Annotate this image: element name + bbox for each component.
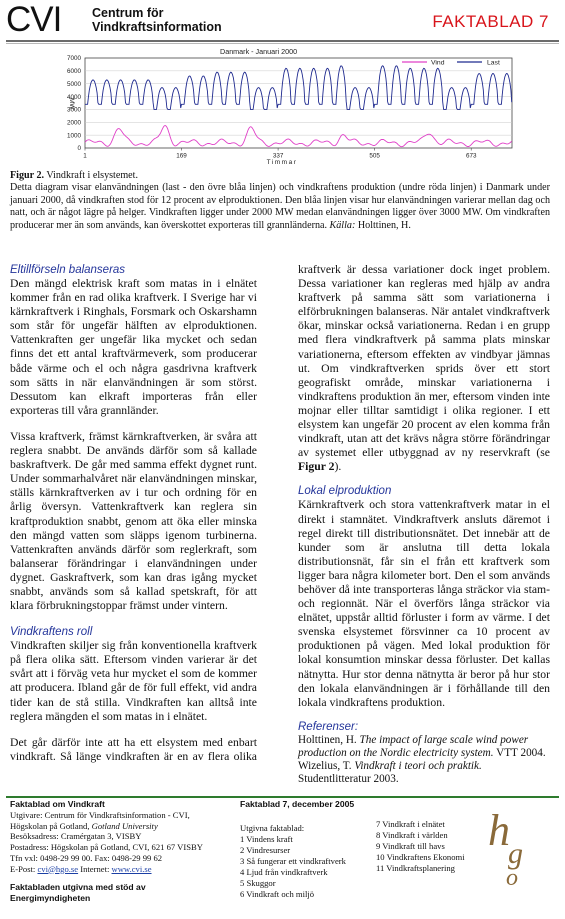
hgo-logo-o: o bbox=[506, 865, 518, 889]
published-list-a bbox=[240, 834, 346, 899]
chart-y-tick-label: 1000 bbox=[66, 132, 81, 140]
published-list-b bbox=[376, 819, 465, 874]
article-column-left bbox=[10, 263, 257, 774]
caption-source: Holttinen, H. bbox=[357, 219, 411, 231]
section-heading-local-production: Lokal elproduktion bbox=[298, 485, 392, 498]
legend-label-last: Last bbox=[487, 59, 500, 67]
chart-x-tick-label: 505 bbox=[369, 152, 380, 160]
page-footer bbox=[0, 797, 565, 919]
cvi-logo: CVI bbox=[6, 0, 62, 39]
header-divider-thin bbox=[6, 43, 559, 44]
chart-y-tick-label: 7000 bbox=[66, 55, 81, 63]
published-factsheet-item: 9 Vindkraft till havs bbox=[376, 841, 445, 852]
section-heading-wind-role: Vindkraftens roll bbox=[10, 626, 93, 639]
website-link[interactable]: www.cvi.se bbox=[111, 863, 152, 874]
legend-label-vind: Vind bbox=[431, 59, 445, 67]
paragraph: Vindkraften skiljer sig från konventionella kraftverk på flera olika sätt. Eftersom vinden varierar är det svårt att i förväg veta hur mycket el som de kommer att producera. Ibland går de för full effekt, vid andra tider kan de stå stilla. Vindkraften kan alltså inte reglera mängden el som matas in i elnätet. bbox=[10, 639, 257, 723]
published-factsheet-item: 4 Ljud från vindkraftverk bbox=[240, 866, 328, 877]
caption-label: Figur 2. bbox=[10, 170, 45, 181]
published-factsheet-item: 6 Vindkraft och miljö bbox=[240, 888, 315, 899]
paragraph: Kärnkraftverk och stora vattenkraftverk matar in el direkt i stamnätet. Vindkraftverk ansluts däremot i regel direkt till distributionsnätet. Det innebär att de kunder som är anslutna till detta lokala distributionsnät, får sin el från ett kraftverk som ligger bara några kilometer bort. Den el som används behöver då inte transporteras långa sträckor via stam- och regionnät. När el överförs långa sträckor via elnätet, uppstår alltid förluster i form av värme. I det svenska elsystemet försvinner ca 10 procent av produktionen på vägen. Med lokal produktion för lokal konsumtion minskar dessa förluster. Det kallas nätnytta. Hur stor denna nätnytta är beror på hur stor den lokala elanvändningen är i förhållande till den lokala vindkraftens produktion. bbox=[298, 498, 550, 709]
published-factsheet-item: 10 Vindkraftens Ekonomi bbox=[376, 852, 465, 863]
published-factsheet-item: 3 Så fungerar ett vindkraftverk bbox=[240, 855, 346, 866]
page-header bbox=[0, 0, 565, 46]
chart-x-tick-label: 337 bbox=[272, 152, 284, 160]
funding-line: Faktabladen utgivna med stöd av bbox=[10, 882, 146, 892]
org-name-line1: Centrum för bbox=[92, 6, 164, 20]
org-name-line2: Vindkraftsinformation bbox=[92, 20, 222, 34]
published-factsheet-item: 1 Vindens kraft bbox=[240, 834, 293, 844]
edition-label: Faktablad 7, december 2005 bbox=[240, 799, 355, 809]
caption-title: Vindkraft i elsystemet. bbox=[46, 170, 138, 181]
visit-address: Besöksadress: Cramérgatan 3, VISBY bbox=[10, 831, 142, 842]
header-divider bbox=[6, 40, 559, 42]
phone-fax: Tfn vxl: 0498-29 99 00. Fax: 0498-29 99 62 bbox=[10, 852, 163, 863]
hgo-logo-h: h bbox=[488, 806, 510, 855]
reference-publisher: VTT 2004. bbox=[496, 747, 546, 760]
factsheet-title: FAKTABLAD 7 bbox=[432, 12, 549, 31]
chart-y-tick-label: 6000 bbox=[66, 68, 81, 76]
chart-x-ticks bbox=[83, 148, 477, 160]
chart-x-axis-label: Timmar bbox=[266, 159, 298, 166]
paragraph: Vissa kraftverk, främst kärnkraftverken, är svåra att reglera snabbt. De används därför som så kallade baskraftverk. De går med samma effekt dygnet runt. Under sommarhalvåret när elanvändningen minskar, ställs kärnkraftverken av i tur och ordning för en årlig översyn. Vattenkraftverk kan reglera sin kraftproduktion snabbt, genom att öka eller minska den mängd vatten som släpps igenom turbinerna. Vattenkraften används därför som reglerkraft, som balanserar förändringar i elanvändningen under dygnet. Gaskraftverk, som kan dras igång mycket snabbt, används som så kallad spetskraft, för att klara förbrukningstoppar främst under vintern. bbox=[10, 429, 257, 613]
hgo-logo-g: g bbox=[508, 837, 523, 870]
figure-caption bbox=[10, 170, 550, 232]
paragraph: Den mängd elektrisk kraft som matas in i elnätet kommer från en rad olika kraftverk. I Sverige har vi kärnkraftverk i Ringhals, Forsmark och Oskarshamn som står för ungefär hälften av elproduktionen. Vattenkraften ger ungefär lika mycket och sedan finns det ett antal kraftvärmeverk, som producerar både värme och el och några gasdrivna kraftverk som sätts in när elanvändningen är som störst. Dessutom kan elkraft importeras från eller exporteras till våra grannländer. bbox=[10, 277, 257, 417]
publisher-school: Högskolan på Gotland, bbox=[10, 820, 90, 831]
reference-publisher: Studentlitteratur 2003. bbox=[298, 773, 399, 786]
funding-agency: Energimyndigheten bbox=[10, 893, 91, 903]
chart-title: Danmark - Januari 2000 bbox=[220, 47, 298, 56]
email-label: E-Post: bbox=[10, 863, 36, 874]
paragraph-flow-continued: kraftverk är dessa variationer dock inget problem. Dessa variationer kan regleras med hjälp av andra kraftverk på samma sätt som variationerna i elförbrukningen balanseras. När antalet vindkraftverk ökar, minskar också variationerna. Redan i en grupp med flera vindkraftverk på samma plats minskar variationerna, eftersom effekten av vindbyar jämnas ut. Om vindkraftverken sprids över ett stort geografiskt område, minskar variationerna i vindkraftens produktion än mer, eftersom vinden inte mojnar eller tilltar samtidigt i olika regioner. I ett elsystem kan ungefär 20 procent av elen komma från vindkraft, utan att det krävs några större förändringar av systemet eller utbyggnad av ny reservkraft (se Figur 2). bbox=[298, 263, 550, 474]
caption-source-label: Källa: bbox=[329, 219, 356, 231]
hgo-logo bbox=[484, 805, 540, 889]
funding-note bbox=[10, 882, 146, 904]
publisher-info bbox=[10, 810, 203, 874]
paragraph-flow: Det går därför inte att ha ett elsystem med enbart vindkraft. Så länge vindkraften är en av flera olika bbox=[10, 735, 257, 763]
chart-x-tick-label: 673 bbox=[465, 152, 477, 160]
published-factsheet-item: 7 Vindkraft i elnätet bbox=[376, 819, 445, 829]
published-factsheet-item: 2 Vindresurser bbox=[240, 844, 291, 855]
publisher-line: Utgivare: Centrum för Vindkraftsinformation - CVI, bbox=[10, 810, 190, 820]
caption-body: Detta diagram visar elanvändningen (last - den övre blåa linjen) och vindkraftens produktion (undre röda linjen) i Danmark under januari 2000, då vindkraften stod för 12 procent av elproduktionen. Den blåa linjen visar hur elanvändningen varierar mellan dag och natt, och är något lägre på helger. Vindkraften ligger under 2000 MW medan elanvändningen ligger över 3000 MW. Om vindkraften producerar mer än som används, kan överskottet exporteras till grannländerna. bbox=[10, 182, 550, 231]
chart-y-tick-label: 3000 bbox=[66, 106, 81, 114]
email-link[interactable]: cvi@hgo.se bbox=[37, 863, 79, 874]
chart-y-tick-label: 4000 bbox=[66, 93, 81, 101]
reference-author: Holttinen, H. bbox=[298, 733, 357, 746]
footer-title: Faktablad om Vindkraft bbox=[10, 799, 105, 809]
internet-label: Internet: bbox=[80, 863, 110, 874]
chart-y-tick-label: 0 bbox=[77, 145, 81, 153]
load-wind-chart bbox=[0, 46, 565, 170]
published-factsheet-item: 11 Vindkraftsplanering bbox=[376, 863, 455, 874]
reference-author: Wizelius, T. bbox=[298, 760, 352, 773]
chart-y-tick-label: 5000 bbox=[66, 80, 81, 88]
published-factsheet-item: 5 Skuggor bbox=[240, 877, 276, 888]
postal-address: Postadress: Högskolan på Gotland, CVI, 621 67 VISBY bbox=[10, 842, 203, 853]
publisher-school-en: Gotland University bbox=[91, 820, 158, 831]
chart-y-tick-label: 2000 bbox=[66, 119, 81, 127]
reference-title: The impact of large scale wind power production on the Nordic electricity system. bbox=[298, 733, 529, 760]
chart-y-axis-label: MW bbox=[68, 98, 75, 110]
reference-title: Vindkraft i teori och praktik. bbox=[354, 760, 482, 773]
reference-2 bbox=[298, 760, 550, 786]
figure-reference: Figur 2 bbox=[298, 460, 335, 474]
reference-1 bbox=[298, 734, 550, 760]
published-list-title: Utgivna faktablad: bbox=[240, 823, 305, 833]
section-heading-balance: Eltillförseln balanseras bbox=[10, 264, 126, 276]
article-column-right bbox=[298, 263, 550, 787]
chart-x-tick-label: 169 bbox=[176, 152, 187, 160]
published-factsheet-item: 8 Vindkraft i världen bbox=[376, 830, 448, 841]
chart-x-tick-label: 1 bbox=[83, 152, 87, 160]
references-heading: Referenser: bbox=[298, 720, 359, 733]
